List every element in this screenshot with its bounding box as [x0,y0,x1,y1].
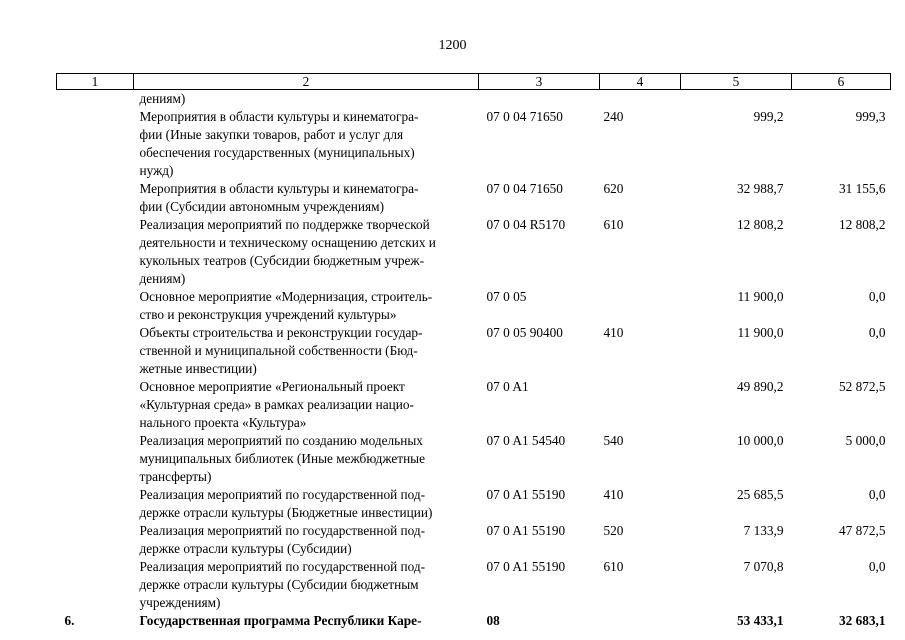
row-amount-col6: 12 808,2 [838,217,886,232]
row-name-line: трансферты) [139,469,212,484]
row-name-line: фии (Субсидии автономным учреждениям) [139,199,384,214]
row-name-line: Основное мероприятие «Модернизация, строитель- [139,289,433,304]
row-amount-col5: 11 900,0 [737,289,784,304]
row-amount-col5: 49 890,2 [736,379,784,394]
row-name-line: нального проекта «Культура» [139,415,307,430]
row-expense-type: 240 [603,109,624,124]
table-row [57,558,891,612]
row-number [57,180,134,216]
row-amount-col5: 7 070,8 [743,559,784,574]
row-amount-col6: 0,0 [868,289,886,304]
row-name-line: обеспечения государственных (муниципальных) [139,145,415,160]
row-name-line: Реализация мероприятий по созданию модельных [139,433,423,448]
row-name-line: Реализация мероприятий по государственной под- [139,487,426,502]
row-target-code: 07 0 A1 [486,379,529,394]
table-row [57,288,891,324]
table-row [57,378,891,432]
table-row [57,90,891,109]
row-target-code: 07 0 05 90400 [486,325,563,340]
row-number [57,216,134,288]
row-amount-col6: 0,0 [868,487,886,502]
row-amount-col5 [681,90,792,109]
row-name-line: Реализация мероприятий по государственной под- [139,523,426,538]
row-amount-col6: 5 000,0 [845,433,886,448]
column-header-6: 6 [792,74,891,90]
row-name-line: Реализация мероприятий по поддержке творческой [139,217,430,232]
row-amount-col6: 32 683,1 [838,613,886,628]
row-amount-col5: 7 133,9 [743,523,784,538]
row-name [134,90,479,109]
row-expense-type [600,288,681,324]
row-name-line: держке отрасли культуры (Субсидии) [139,541,352,556]
column-header-5: 5 [681,74,792,90]
row-number [57,522,134,558]
row-name [134,216,479,288]
row-name [134,378,479,432]
row-name-line: нужд) [139,163,174,178]
row-amount-col6: 0,0 [868,559,886,574]
row-amount-col6: 999,3 [855,109,886,124]
row-amount-col6: 52 872,5 [838,379,886,394]
table-row [57,612,891,630]
row-name-line: фии (Иные закупки товаров, работ и услуг для [139,127,404,142]
row-target-code: 07 0 05 [486,289,527,304]
row-expense-type: 610 [603,559,624,574]
column-header-4: 4 [600,74,681,90]
row-name-line: дениям) [139,271,186,286]
budget-table [56,73,891,630]
row-amount-col6: 31 155,6 [838,181,886,196]
row-target-code: 07 0 A1 55190 [486,559,566,574]
row-name [134,486,479,522]
row-amount-col5: 10 000,0 [736,433,784,448]
row-amount-col6: 47 872,5 [838,523,886,538]
row-name-line: Реализация мероприятий по государственной под- [139,559,426,574]
row-name-line: кукольных театров (Субсидии бюджетным учреж- [139,253,425,268]
row-name-line: «Культурная среда» в рамках реализации нацио- [139,397,414,412]
row-name-line: Основное мероприятие «Региональный проект [139,379,405,394]
table-row [57,216,891,288]
row-name [134,612,479,630]
column-header-1: 1 [57,74,134,90]
row-number [57,558,134,612]
column-header-3: 3 [479,74,600,90]
row-amount-col6 [792,90,891,109]
column-number-row [57,74,891,90]
table-row [57,108,891,180]
row-name-line: жетные инвестиции) [139,361,257,376]
row-name-line: деятельности и техническому оснащению детских и [139,235,436,250]
row-name-line: муниципальных библиотек (Иные межбюджетные [139,451,426,466]
row-name-line: держке отрасли культуры (Субсидии бюджетным [139,577,419,592]
row-name [134,324,479,378]
row-name-line: ственной и муниципальной собственности (Бюд- [139,343,418,358]
row-amount-col6: 0,0 [868,325,886,340]
row-target-code: 07 0 A1 55190 [486,487,566,502]
row-number [57,90,134,109]
table-row [57,324,891,378]
row-target-code: 07 0 04 R5170 [486,217,566,232]
row-target-code: 07 0 A1 54540 [486,433,566,448]
row-expense-type [600,612,681,630]
row-amount-col5: 32 988,7 [736,181,784,196]
row-name [134,522,479,558]
row-number [57,378,134,432]
row-expense-type: 610 [603,217,624,232]
row-number [57,288,134,324]
row-name [134,558,479,612]
row-name-line: ство и реконструкция учреждений культуры» [139,307,397,322]
row-expense-type: 540 [603,433,624,448]
row-name-line: дениям) [139,91,186,106]
row-number: 6. [64,613,75,628]
row-name-line: учреждениям) [139,595,221,610]
table-row [57,522,891,558]
table-row [57,486,891,522]
row-number [57,324,134,378]
row-name [134,288,479,324]
row-expense-type [600,90,681,109]
row-expense-type: 410 [603,325,624,340]
row-name [134,432,479,486]
row-amount-col5: 999,2 [753,109,784,124]
row-name-line: Мероприятия в области культуры и кинематогра- [139,109,419,124]
row-target-code: 08 [486,613,500,628]
row-amount-col5: 12 808,2 [736,217,784,232]
row-number [57,486,134,522]
row-expense-type: 620 [603,181,624,196]
row-name [134,180,479,216]
page-number: 1200 [438,38,467,53]
table-body [57,90,891,631]
row-name-line: Мероприятия в области культуры и кинематогра- [139,181,419,196]
row-number [57,432,134,486]
row-amount-col5: 11 900,0 [737,325,784,340]
row-amount-col5: 53 433,1 [736,613,784,628]
row-target-code: 07 0 04 71650 [486,181,563,196]
column-header-2: 2 [134,74,479,90]
row-expense-type [600,378,681,432]
row-name-line: Государственная программа Республики Каре- [139,613,422,628]
row-number [57,108,134,180]
row-expense-type: 410 [603,487,624,502]
row-name [134,108,479,180]
row-amount-col5: 25 685,5 [736,487,784,502]
row-target-code: 07 0 04 71650 [486,109,563,124]
table-row [57,432,891,486]
row-target-code: 07 0 A1 55190 [486,523,566,538]
table-row [57,180,891,216]
row-target-code [479,90,600,109]
row-name-line: Объекты строительства и реконструкции государ- [139,325,423,340]
row-expense-type: 520 [603,523,624,538]
row-name-line: держке отрасли культуры (Бюджетные инвестиции) [139,505,433,520]
